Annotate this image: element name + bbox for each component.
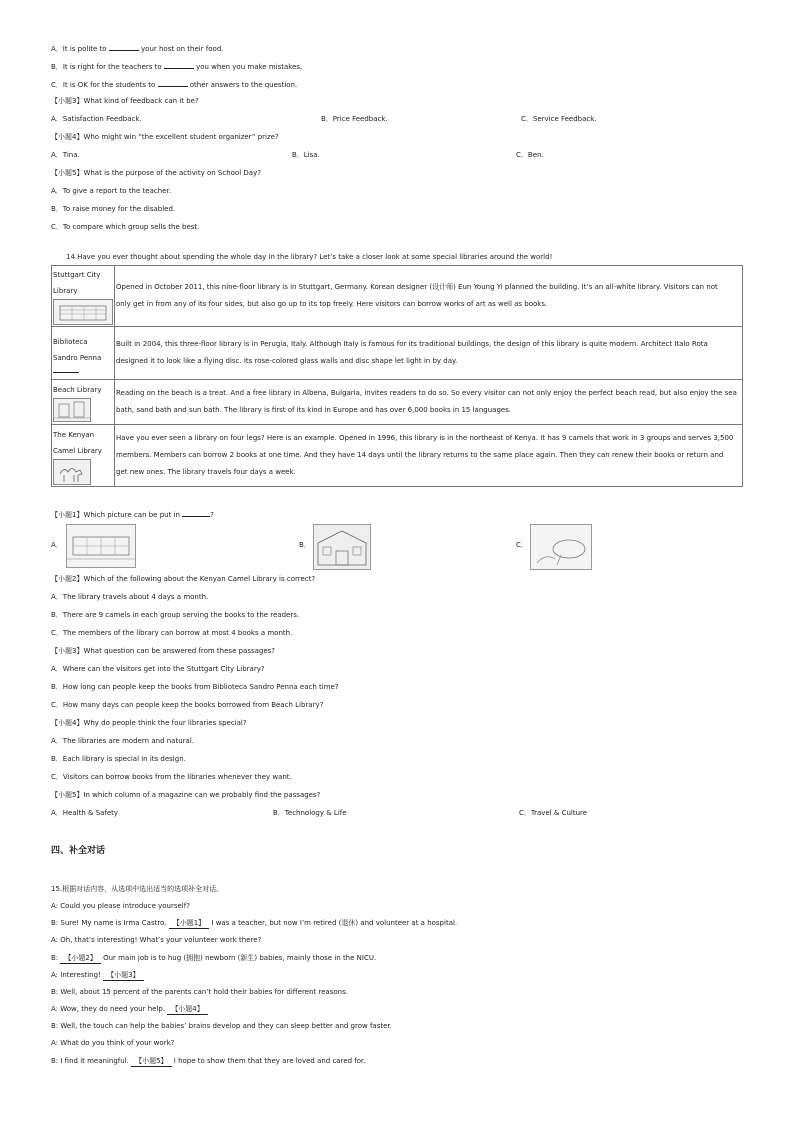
dialogue-line: B: I find it meaningful. 【小题5】 I hope to show them that they are loved and cared for.	[51, 1057, 366, 1065]
option-b: B．How long can people keep the books from Biblioteca Sandro Penna each time?	[51, 683, 339, 691]
question-text: 【小题1】Which picture can be put in ?	[51, 511, 214, 519]
desc-line: bath, sand bath and sun bath. The library is first of its kind in Europe and has over 6,000 books in 15 languages.	[116, 406, 512, 414]
desc-line: designed it to look like a flying disc. Its rose-colored glass walls and disc shape let light in by day.	[116, 357, 458, 365]
desc-line: Reading on the beach is a treat. And a free library in Albena, Bulgaria, invites readers to do so. So every visitor can not only enjoy the perfect beach read, but also enjoy the sea	[116, 389, 737, 397]
option-a: A．Health & Safety	[51, 809, 119, 817]
dialogue-line: A: Could you please introduce yourself?	[51, 902, 190, 910]
library-name: Biblioteca	[53, 337, 88, 346]
library-desc-cell	[115, 327, 743, 380]
option-c: C．The members of the library can borrow at most 4 books a month.	[51, 629, 293, 637]
dialogue-line: B: Sure! My name is Irma Castro. 【小题1】 I was a teacher, but now I’m retired (退休) and volunteer at a hospital.	[51, 919, 458, 927]
option-c: C．Ben.	[516, 151, 544, 159]
table-row	[52, 266, 743, 327]
library-name: Camel Library	[53, 446, 102, 455]
option-b: B．Lisa.	[292, 151, 320, 159]
table-row	[52, 327, 743, 380]
blank-4[interactable]: 【小题4】	[167, 1005, 207, 1015]
library-table	[51, 265, 743, 487]
option-c-picture[interactable]	[530, 524, 592, 570]
dialogue-line: B: Well, the touch can help the babies’ brains develop and they can sleep better and grow faster.	[51, 1022, 392, 1030]
answer-blank	[109, 43, 139, 51]
option-a: A．To give a report to the teacher.	[51, 187, 171, 195]
blank-5[interactable]: 【小题5】	[131, 1057, 171, 1067]
option-b: B．To raise money for the disabled.	[51, 205, 176, 213]
dialogue-line: A: Oh, that’s interesting! What’s your volunteer work there?	[51, 936, 262, 944]
picture-blank	[53, 366, 79, 373]
stuttgart-library-thumbnail	[53, 299, 113, 325]
option-b: B．Each library is special in its design.	[51, 755, 186, 763]
question-text: 【小题4】Who might win “the excellent student organizer” prize?	[51, 133, 279, 141]
desc-line: Built in 2004, this three-floor library is in Perugia, Italy. Although Italy is famous for its traditional buildings, the design of this library is quite modern. Architect Italo Rota	[116, 340, 708, 348]
dialogue-line: A: Interesting! 【小题3】	[51, 971, 144, 981]
option-b: B．Price Feedback.	[321, 115, 388, 123]
option-c: C．Service Feedback.	[521, 115, 597, 123]
dialogue-line: A: What do you think of your work?	[51, 1039, 175, 1047]
section-heading: 四、补全对话	[51, 846, 106, 856]
question-text: 【小题5】What is the purpose of the activity on School Day?	[51, 169, 261, 177]
option-c: C．Visitors can borrow books from the libraries whenever they want.	[51, 773, 292, 781]
library-name-cell	[52, 327, 115, 380]
library-name-cell	[52, 425, 115, 487]
option-a-picture[interactable]	[66, 524, 136, 568]
question-text: 【小题4】Why do people think the four libraries special?	[51, 719, 247, 727]
option-c: C．To compare which group sells the best.	[51, 223, 200, 231]
library-name: Stuttgart City	[53, 271, 101, 279]
option-b: B．Technology & Life	[273, 809, 347, 817]
question-text: 【小题3】What kind of feedback can it be?	[51, 97, 199, 105]
library-desc-cell	[115, 266, 743, 327]
desc-line: Have you ever seen a library on four legs? Here is an example. Opened in 1996, this library is in the northeast of Kenya. It has 9 camels that work in 3 groups and serves 3,500	[116, 434, 734, 442]
dialogue-line: A: Wow, they do need your help. 【小题4】	[51, 1005, 208, 1015]
desc-line: only get in from any of its four sides, but also go up to its top freely. Here visitors can borrow works of art as well as books.	[116, 300, 548, 308]
option-b: B．It is right for the teachers to you when you make mistakes.	[51, 63, 303, 71]
option-a-label: A．	[51, 541, 63, 549]
dialogue-line: B: 【小题2】 Our main job is to hug (拥抱) newborn (新生) babies, mainly those in the NICU.	[51, 954, 377, 962]
library-desc-cell	[115, 425, 743, 487]
library-name: Beach Library	[53, 386, 102, 394]
desc-line: Opened in October 2011, this nine-floor library is in Stuttgart, Germany. Korean designer (设计师) Eun Young Yi planned the building. It’s an all-white library. Visitors can not	[116, 283, 718, 291]
question-text: 【小题5】In which column of a magazine can we probably find the passages?	[51, 791, 321, 799]
blank-2[interactable]: 【小题2】	[60, 954, 100, 964]
option-b-label: B．	[299, 541, 311, 549]
option-c-label: C．	[516, 541, 528, 549]
library-desc-cell	[115, 380, 743, 425]
library-name: The Kenyan	[53, 430, 95, 439]
answer-blank	[158, 79, 188, 87]
table-row	[52, 380, 743, 425]
answer-blank	[164, 61, 194, 69]
option-a: A．The library travels about 4 days a month.	[51, 593, 209, 601]
option-a: A．The libraries are modern and natural.	[51, 737, 194, 745]
option-c: C．How many days can people keep the books borrowed from Beach Library?	[51, 701, 324, 709]
library-name-cell	[52, 266, 115, 327]
blank-1[interactable]: 【小题1】	[169, 919, 209, 929]
table-row	[52, 425, 743, 487]
dialogue-line: B: Well, about 15 percent of the parents can’t hold their babies for different reasons.	[51, 988, 348, 996]
option-c: C．Travel & Culture	[519, 809, 588, 817]
option-b: B．There are 9 camels in each group serving the books to the readers.	[51, 611, 300, 619]
camel-library-thumbnail	[53, 459, 91, 485]
dialogue-instruction: 15.根据对话内容，从选项中选出适当的选项补全对话。	[51, 885, 224, 893]
question-text: 【小题3】What question can be answered from these passages?	[51, 647, 276, 655]
option-a: A．It is polite to your host on their food.	[51, 45, 224, 53]
option-a: A．Satisfaction Feedback.	[51, 115, 142, 123]
library-name: Sandro Penna	[53, 353, 102, 362]
blank-3[interactable]: 【小题3】	[103, 971, 143, 981]
desc-line: members. Members can borrow 2 books at one time. And they have 14 days until the library returns to the same place again. Then they can renew their books or return and	[116, 451, 724, 459]
desc-line: get new ones. The library travels four days a week.	[116, 468, 296, 476]
library-name-cell	[52, 380, 115, 425]
option-a: A．Where can the visitors get into the Stuttgart City Library?	[51, 665, 265, 673]
option-a: A．Tina.	[51, 151, 80, 159]
passage-intro: 14.Have you ever thought about spending the whole day in the library? Let’s take a closer look at some special libraries around the world!	[66, 253, 553, 261]
beach-library-thumbnail	[53, 398, 91, 422]
library-name: Library	[53, 287, 78, 295]
option-c: C．It is OK for the students to other answers to the question.	[51, 81, 298, 89]
option-b-picture[interactable]	[313, 524, 371, 570]
question-text: 【小题2】Which of the following about the Kenyan Camel Library is correct?	[51, 575, 316, 583]
